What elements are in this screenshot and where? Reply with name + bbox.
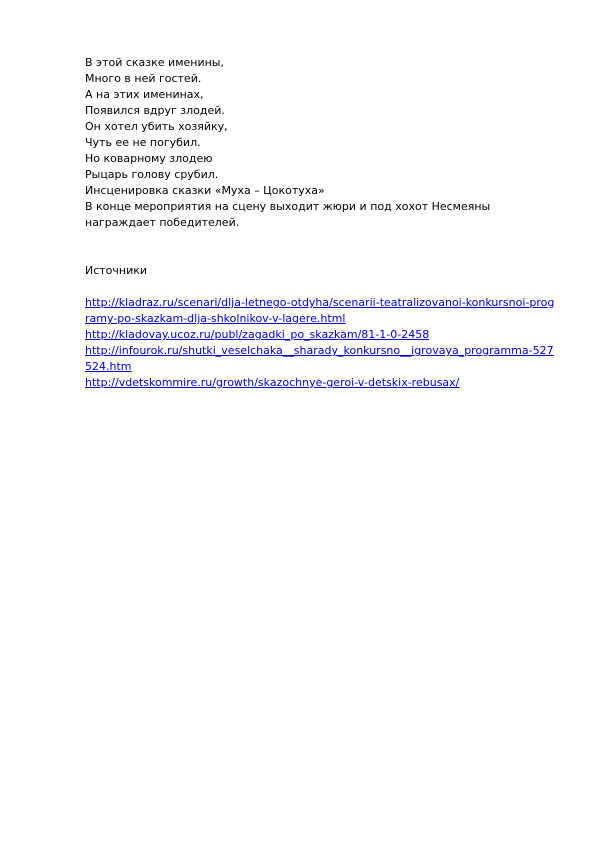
poem-line: А на этих именинах, xyxy=(85,88,204,101)
poem-line: В этой сказке именины, xyxy=(85,56,224,69)
poem-block xyxy=(85,55,555,183)
sources-heading: Источники xyxy=(85,264,148,277)
staging-heading: Инсценировка сказки «Муха – Цокотуха» xyxy=(85,184,325,197)
poem-line: Чуть ее не погубил. xyxy=(85,136,201,149)
source-link[interactable]: http://infourok.ru/shutki_veselchaka__sharady_konkursno__igrovaya_programma-527524.htm xyxy=(85,344,554,373)
source-link[interactable]: http://kladraz.ru/scenari/dlja-letnego-otdyha/scenarii-teatralizovanoi-konkursnoi-programy-po-skazkam-dlja-shkolnikov-v-lagere.html xyxy=(85,296,555,325)
spacer xyxy=(85,231,555,263)
poem-line: Он хотел убить хозяйку, xyxy=(85,120,228,133)
finale-paragraph: В конце мероприятия на сцену выходит жюри и под хохот Несмеяны награждает победителей. xyxy=(85,200,491,229)
poem-line: Но коварному злодею xyxy=(85,152,213,165)
source-link[interactable]: http://vdetskommire.ru/growth/skazochnye-geroi-v-detskix-rebusax/ xyxy=(85,376,460,389)
poem-line: Появился вдруг злодей. xyxy=(85,104,225,117)
sources-list xyxy=(85,295,555,391)
document-page xyxy=(85,55,555,391)
poem-line: Рыцарь голову срубил. xyxy=(85,168,219,181)
poem-line: Много в ней гостей. xyxy=(85,72,202,85)
spacer xyxy=(85,279,555,295)
source-link[interactable]: http://kladovay.ucoz.ru/publ/zagadki_po_skazkam/81-1-0-2458 xyxy=(85,328,430,341)
